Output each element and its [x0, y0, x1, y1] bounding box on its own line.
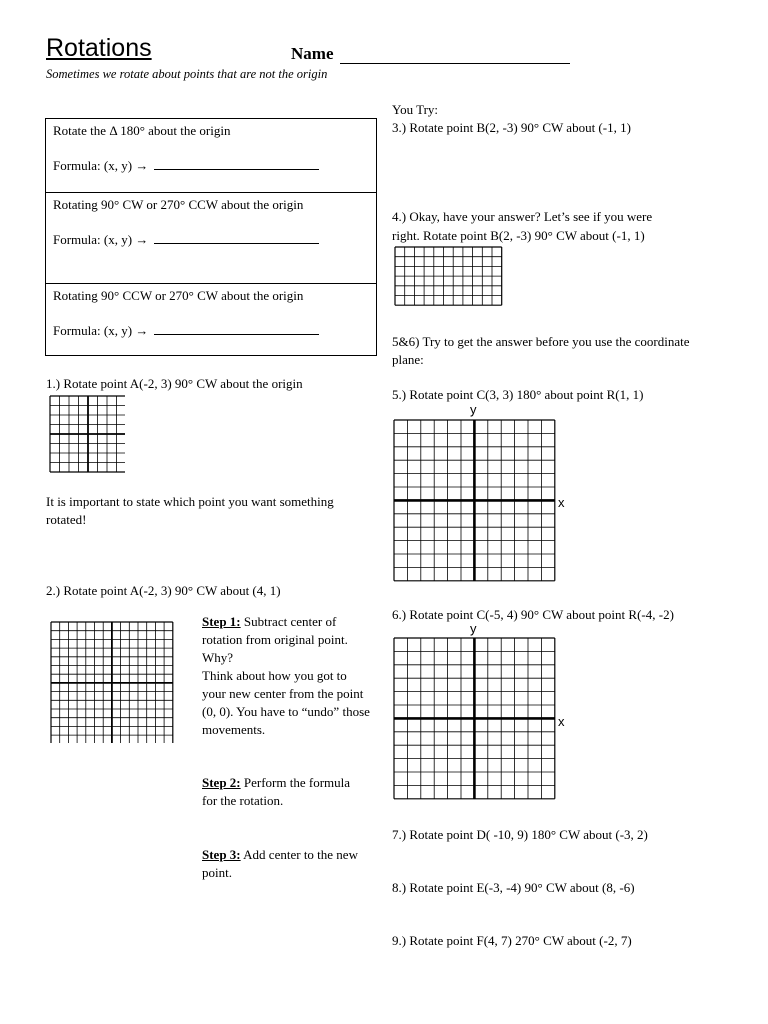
grid-problem-4[interactable] — [394, 246, 503, 314]
x-axis-label: x — [558, 714, 565, 729]
formula-table — [45, 118, 377, 356]
page-subtitle: Sometimes we rotate about points that are not the origin — [46, 67, 328, 81]
name-blank-line[interactable] — [340, 63, 570, 64]
x-axis-label: x — [558, 495, 565, 510]
problem-7: 7.) Rotate point D( -10, 9) 180° CW about (-3, 2) — [392, 827, 648, 842]
formula-heading: Rotating 90° CCW or 270° CW about the origin — [53, 288, 304, 303]
formula-line — [53, 157, 319, 174]
formula-heading: Rotate the Δ 180° about the origin — [53, 123, 231, 138]
formula-row-90ccw — [46, 284, 376, 357]
step-1 — [202, 613, 372, 667]
step-2-label: Step 2: — [202, 775, 241, 790]
formula-row-180 — [46, 119, 376, 193]
coordinate-plane-5[interactable] — [393, 419, 556, 587]
problem-2: 2.) Rotate point A(-2, 3) 90° CW about (4, 1) — [46, 583, 281, 598]
formula-label: Formula: (x, y) → — [53, 158, 149, 173]
step-1-label: Step 1: — [202, 614, 241, 629]
page-title: Rotations — [46, 34, 152, 62]
step-1-explanation: Think about how you got to your new center from the point (0, 0). You have to “undo” those movements. — [202, 668, 370, 737]
problem-5: 5.) Rotate point C(3, 3) 180° about point R(1, 1) — [392, 387, 644, 402]
step-3 — [202, 846, 372, 882]
problem-8: 8.) Rotate point E(-3, -4) 90° CW about (8, -6) — [392, 880, 635, 895]
problem-4-line-2: right. Rotate point B(2, -3) 90° CW about (-1, 1) — [392, 228, 645, 243]
grid-problem-2[interactable] — [50, 621, 174, 743]
problem-3: 3.) Rotate point B(2, -3) 90° CW about (-1, 1) — [392, 120, 631, 135]
formula-label: Formula: (x, y) → — [53, 232, 149, 247]
formula-answer-blank[interactable] — [154, 157, 319, 170]
y-axis-label: y — [470, 402, 477, 417]
formula-label: Formula: (x, y) → — [53, 323, 149, 338]
step-2-text: Perform the formula for the rotation. — [202, 775, 351, 808]
important-note: It is important to state which point you want something rotated! — [46, 494, 334, 527]
you-try-label: You Try: — [392, 102, 439, 117]
name-label: Name — [291, 44, 334, 63]
formula-heading: Rotating 90° CW or 270° CCW about the origin — [53, 197, 304, 212]
formula-answer-blank[interactable] — [154, 322, 319, 335]
grid-problem-1[interactable] — [49, 395, 125, 473]
problem-5-6-intro: 5&6) Try to get the answer before you use the coordinate plane: — [392, 334, 690, 367]
problem-1: 1.) Rotate point A(-2, 3) 90° CW about the origin — [46, 376, 303, 391]
formula-answer-blank[interactable] — [154, 231, 319, 244]
formula-line — [53, 231, 319, 248]
formula-line — [53, 322, 319, 339]
step-3-text: Add center to the new point. — [202, 847, 358, 880]
step-1-text: Subtract center of rotation from original point. Why? — [202, 614, 348, 665]
problem-6: 6.) Rotate point C(-5, 4) 90° CW about point R(-4, -2) — [392, 607, 674, 622]
formula-row-90cw — [46, 193, 376, 284]
step-2 — [202, 774, 362, 810]
step-3-label: Step 3: — [202, 847, 241, 862]
problem-4-line-1: 4.) Okay, have your answer? Let’s see if you were — [392, 209, 653, 224]
y-axis-label: y — [470, 621, 477, 636]
coordinate-plane-6[interactable] — [393, 637, 556, 807]
problem-9: 9.) Rotate point F(4, 7) 270° CW about (-2, 7) — [392, 933, 632, 948]
